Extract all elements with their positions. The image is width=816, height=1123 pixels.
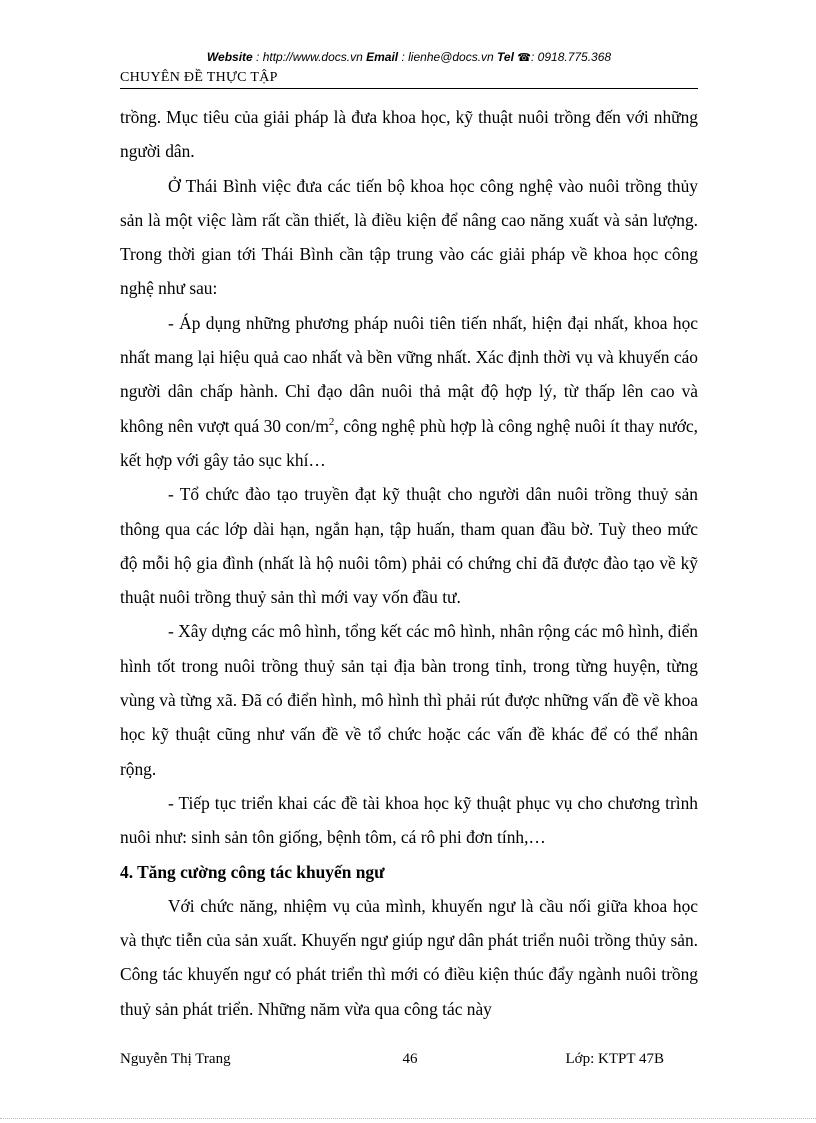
phone-icon: ☎: [517, 52, 531, 64]
tel-label: Tel: [497, 50, 514, 64]
page-number: 46: [402, 1051, 418, 1067]
website-url[interactable]: : http://www.docs.vn: [256, 50, 363, 64]
paragraph: Ở Thái Bình việc đưa các tiến bộ khoa học công nghệ vào nuôi trồng thủy sản là một việc làm rất cần thiết, là điều kiện để nâng cao năng xuất và sản lượng. Trong thời gian tới Thái Bình cần tập trung vào các giải pháp về khoa học công nghệ như sau:: [120, 175, 698, 299]
tel-value: : 0918.775.368: [531, 50, 612, 64]
paragraph-text: , công nghệ phù hợp là công nghệ nuôi ít thay nước, kết hợp với gây tảo sục khí…: [120, 415, 698, 470]
paragraph: - Tổ chức đào tạo truyền đạt kỹ thuật cho người dân nuôi trồng thuỷ sản thông qua các lớp dài hạn, ngắn hạn, tập huấn, tham quan đầu bờ. Tuỳ theo mức độ mỗi hộ gia đình (nhất là hộ nuôi tôm) phải có chứng chỉ đã được đào tạo về kỹ thuật nuôi trồng thuỷ sản thì mới vay vốn đầu tư.: [120, 484, 698, 608]
superscript: 2: [328, 415, 335, 428]
website-label: Website: [206, 50, 253, 64]
page-body: [120, 100, 698, 1026]
footer-class: Lớp: KTPT 47B: [565, 1051, 664, 1067]
header-title: CHUYÊN ĐỀ THỰC TẬP: [120, 70, 278, 85]
email-value[interactable]: : lienhe@docs.vn: [401, 50, 494, 64]
paragraph: [120, 306, 698, 477]
page-footer: [120, 1051, 698, 1071]
paragraph: trồng. Mục tiêu của giải pháp là đưa khoa học, kỹ thuật nuôi trồng đến với những người dân.: [120, 107, 698, 162]
paragraph-text: - Áp dụng những phương pháp nuôi tiên tiến nhất, hiện đại nhất, khoa học nhất mang lại hiệu quả cao nhất và bền vững nhất. Xác định thời vụ và khuyến cáo người dân chấp hành. Chỉ đạo dân nuôi thả mật độ hợp lý, từ thấp lên cao và không nên vượt quá 30 con/m: [120, 312, 698, 436]
paragraph: Với chức năng, nhiệm vụ của mình, khuyến ngư là cầu nối giữa khoa học và thực tiễn của sản xuất. Khuyến ngư giúp ngư dân phát triển nuôi trồng thủy sản. Công tác khuyến ngư có phát triển thì mới có điều kiện thúc đẩy ngành nuôi trồng thuỷ sản phát triển. Những năm vừa qua công tác này: [120, 895, 698, 1019]
email-label: Email: [366, 50, 399, 64]
paragraph: - Tiếp tục triển khai các đề tài khoa học kỹ thuật phục vụ cho chương trình nuôi như: sinh sản tôn giống, bệnh tôm, cá rô phi đơn tính,…: [120, 792, 698, 848]
paragraph: - Xây dựng các mô hình, tổng kết các mô hình, nhân rộng các mô hình, điển hình tốt trong nuôi trồng thuỷ sản tại địa bàn trong tỉnh, trong từng huyện, từng vùng và từng xã. Đã có điển hình, mô hình thì phải rút được những vấn đề về khoa học kỹ thuật cũng như vấn đề về tổ chức hoặc các vấn đề khác để có thể nhân rộng.: [120, 621, 698, 779]
document-header: [120, 70, 698, 89]
footer-author: Nguyễn Thị Trang: [120, 1051, 231, 1067]
section-heading: 4. Tăng cường công tác khuyến ngư: [120, 861, 385, 882]
website-contact-line: [120, 50, 698, 64]
page-bottom-divider: [0, 1118, 816, 1119]
